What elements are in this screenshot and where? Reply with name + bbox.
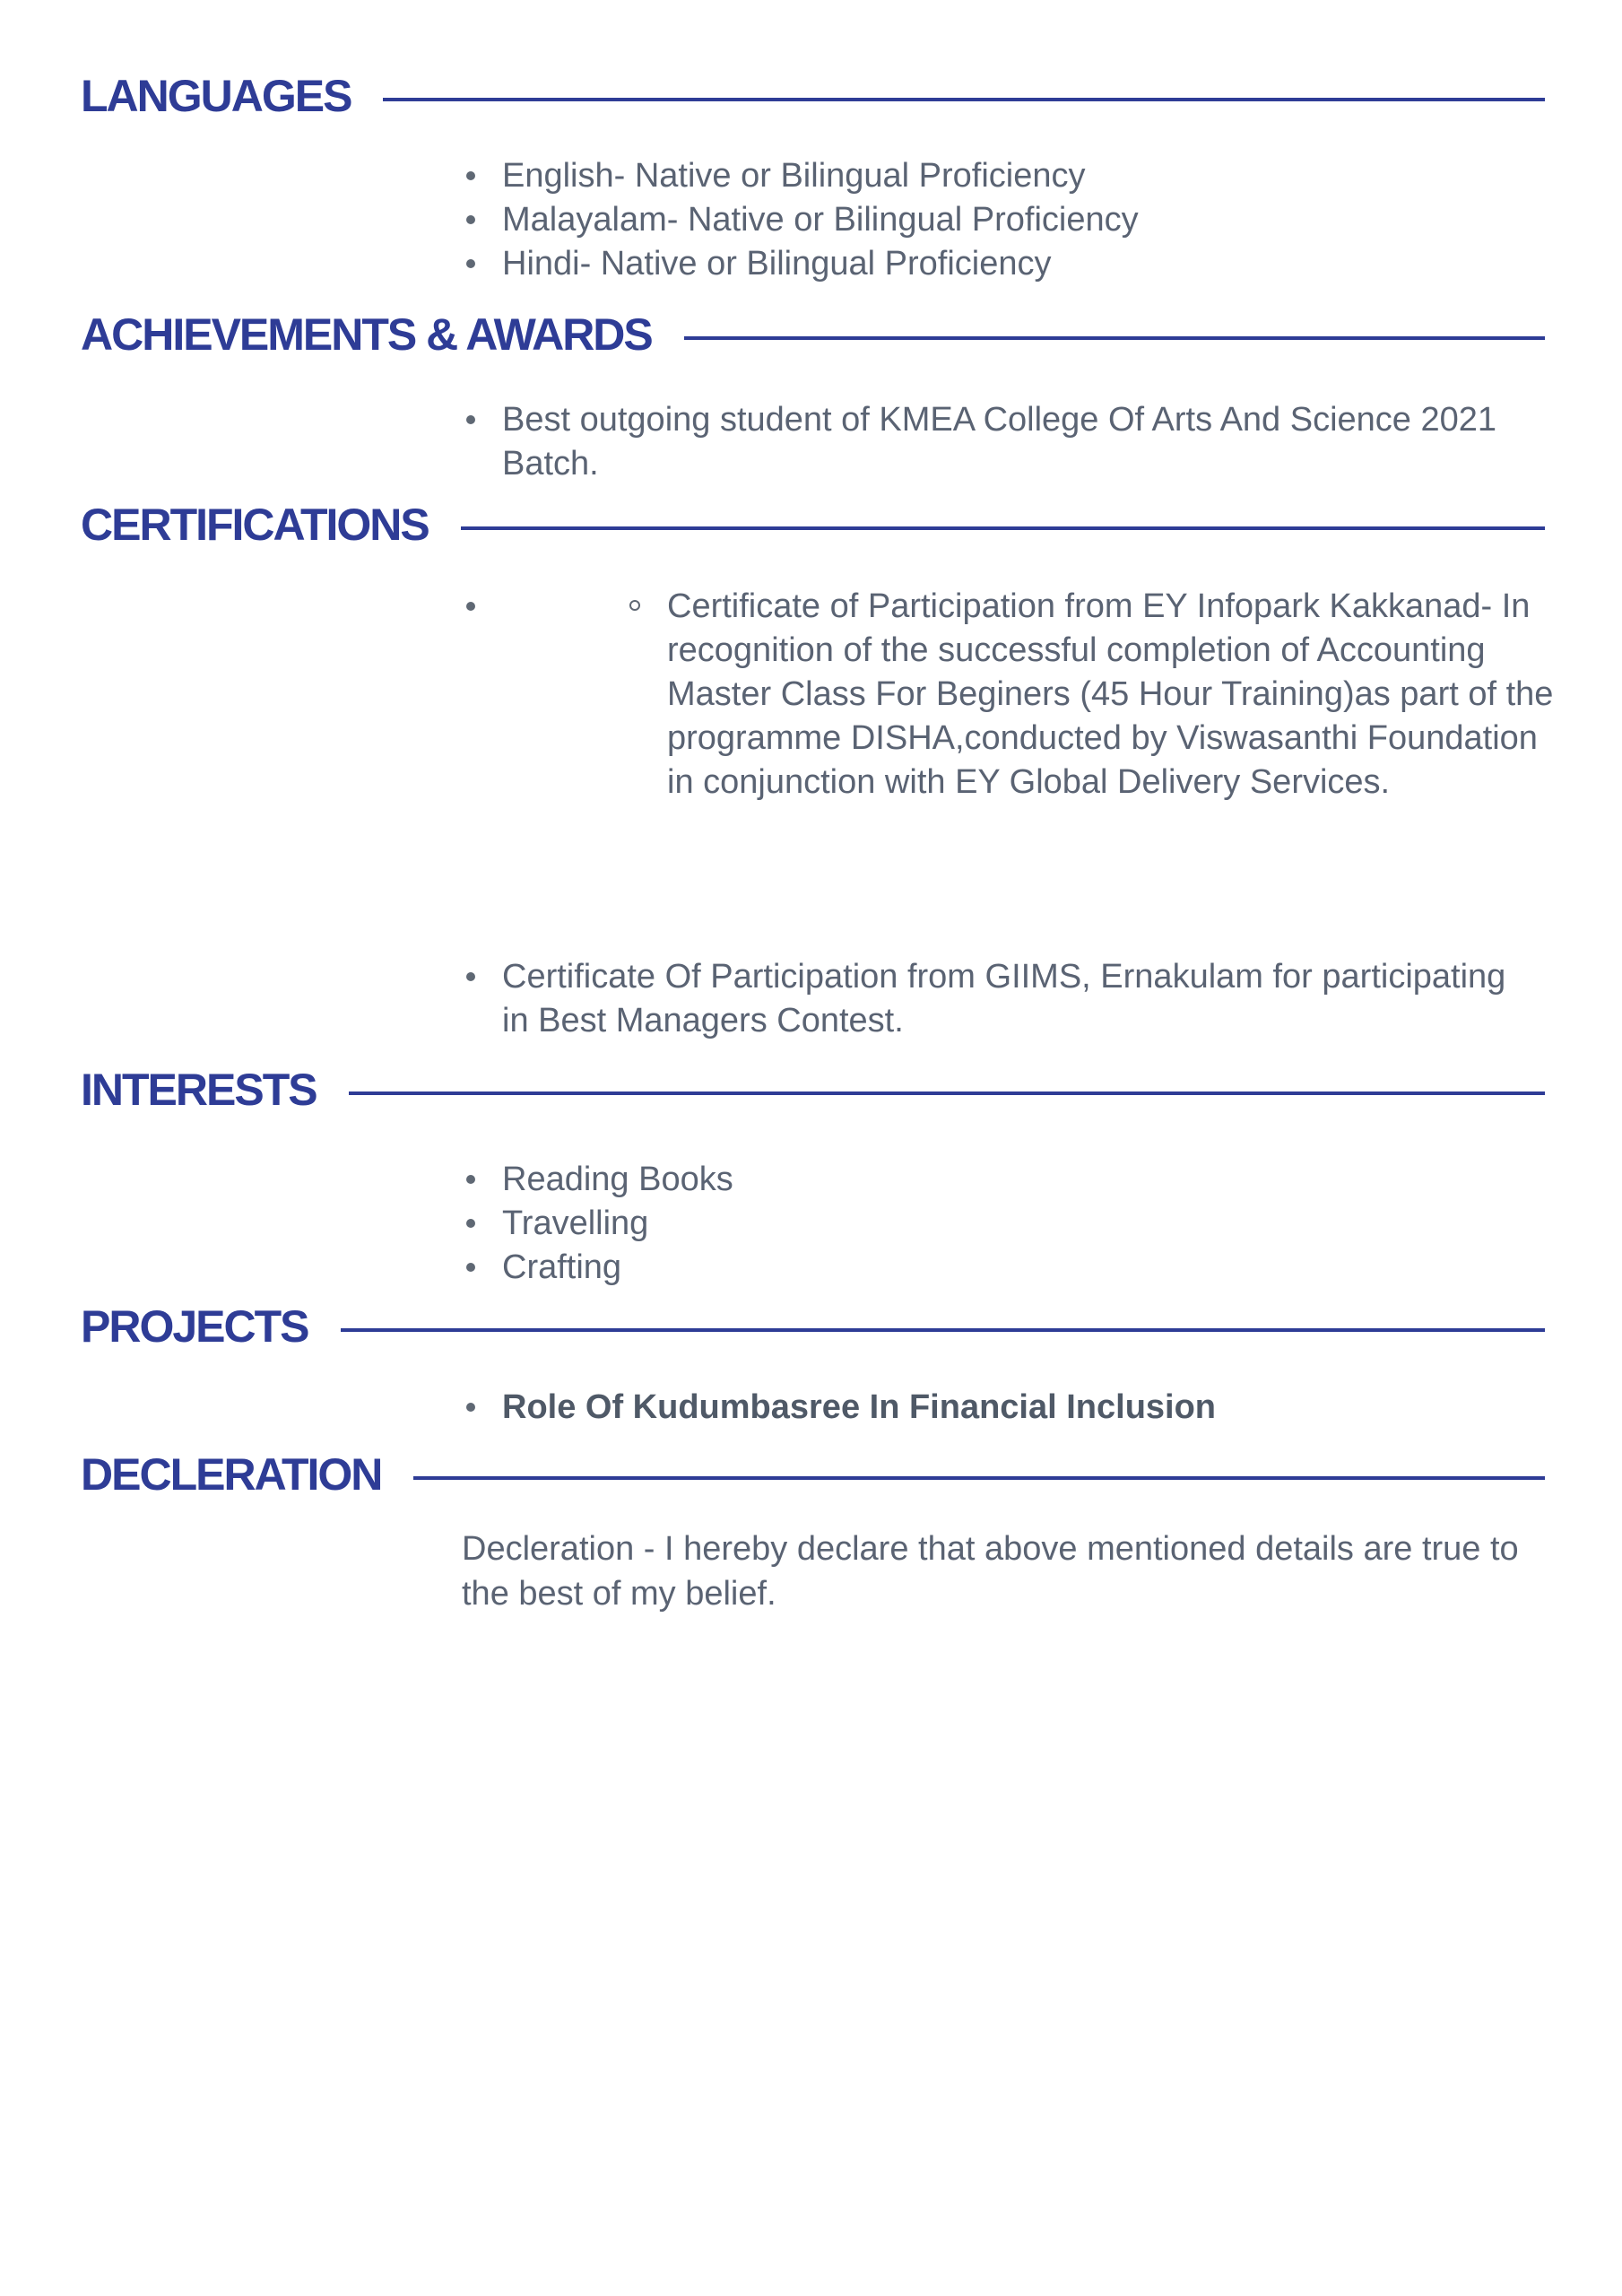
bullet-dot-icon	[466, 259, 475, 268]
list-item	[466, 955, 1524, 1043]
section-rule	[383, 98, 1545, 101]
interests-list	[466, 1158, 1542, 1290]
bullet-dot-icon	[466, 171, 475, 180]
list-item	[466, 398, 1515, 486]
bullet-dot-icon	[466, 972, 475, 981]
section-header-interests	[81, 1065, 1545, 1115]
list-item-nested	[466, 585, 1555, 804]
section-title-certifications: CERTIFICATIONS	[81, 500, 429, 550]
bullet-dot-icon	[466, 602, 475, 611]
bullet-dot-icon	[466, 215, 475, 224]
list-item	[466, 1246, 1542, 1290]
section-rule	[349, 1091, 1545, 1095]
bullet-dot-icon	[466, 1219, 475, 1228]
languages-list	[466, 154, 1542, 286]
section-title-achievements: ACHIEVEMENTS & AWARDS	[81, 309, 652, 360]
projects-list	[466, 1386, 1542, 1430]
decleration-paragraph: Decleration - I hereby declare that above mentioned details are true to the best of my belief.	[462, 1530, 1519, 1613]
bullet-dot-icon	[466, 415, 475, 424]
section-rule	[684, 336, 1545, 340]
section-header-languages	[81, 71, 1545, 121]
list-item	[466, 154, 1542, 198]
bullet-circle-icon	[629, 600, 640, 611]
certifications-list-nested	[466, 585, 1555, 804]
list-item-text: Certificate of Participation from EY Infopark Kakkanad- In recognition of the successful completion of Accounting Master Class For Beginers (45 Hour Training)as part of the programme DISHA,conducted by Viswasanthi Foundation in conjunction with EY Global Delivery Services.	[667, 587, 1554, 801]
list-item-text: English- Native or Bilingual Proficiency	[502, 157, 1086, 195]
section-header-decleration	[81, 1449, 1545, 1500]
list-item-text: Travelling	[502, 1205, 649, 1242]
list-item-text: Crafting	[502, 1248, 622, 1286]
bullet-dot-icon	[466, 1263, 475, 1272]
section-header-certifications	[81, 500, 1545, 550]
list-item	[466, 198, 1542, 242]
list-item	[466, 1386, 1542, 1430]
list-item-text: Certificate Of Participation from GIIMS, Ernakulam for participating in Best Managers Contest.	[502, 958, 1506, 1039]
section-header-achievements	[81, 309, 1545, 360]
list-item	[466, 1158, 1542, 1202]
list-item	[466, 1202, 1542, 1246]
list-item-text: Role Of Kudumbasree In Financial Inclusion	[502, 1388, 1217, 1426]
section-rule	[413, 1476, 1545, 1480]
section-rule	[341, 1328, 1545, 1332]
list-item-text: Hindi- Native or Bilingual Proficiency	[502, 245, 1052, 283]
section-title-decleration: DECLERATION	[81, 1449, 382, 1500]
section-title-projects: PROJECTS	[81, 1301, 308, 1352]
list-item-text: Malayalam- Native or Bilingual Proficiency	[502, 201, 1139, 239]
bullet-dot-icon	[466, 1403, 475, 1412]
section-rule	[461, 526, 1545, 530]
list-item-text: Best outgoing student of KMEA College Of Arts And Science 2021 Batch.	[502, 401, 1497, 483]
section-title-languages: LANGUAGES	[81, 71, 351, 121]
certifications-list	[466, 955, 1524, 1043]
bullet-dot-icon	[466, 1175, 475, 1184]
achievements-list	[466, 398, 1515, 486]
section-title-interests: INTERESTS	[81, 1065, 317, 1115]
section-header-projects	[81, 1301, 1545, 1352]
list-item	[466, 242, 1542, 286]
list-item-text: Reading Books	[502, 1161, 733, 1198]
